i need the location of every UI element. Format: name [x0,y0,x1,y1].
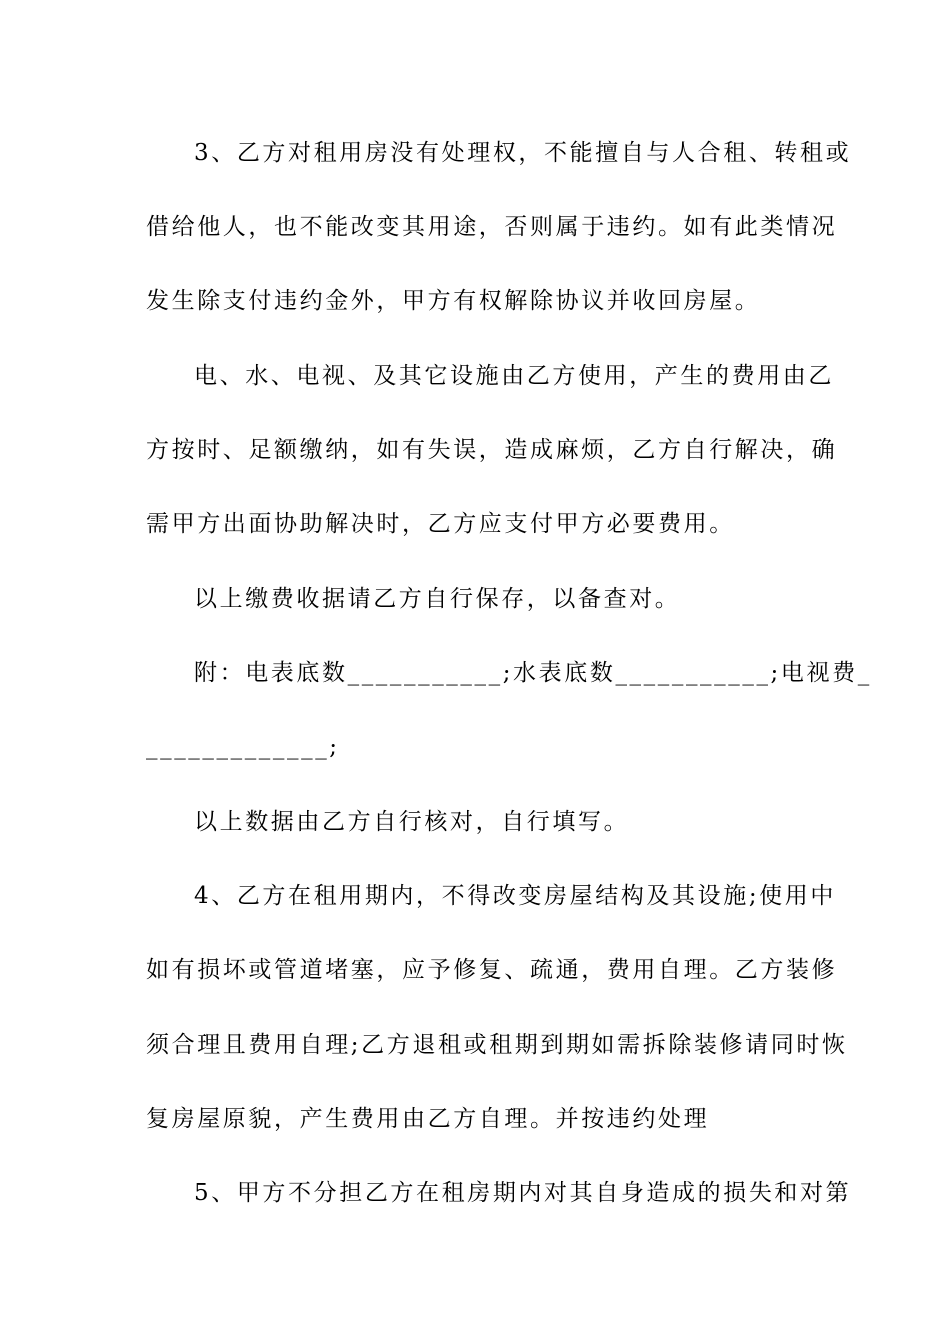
clause-4-line-1: 4、乙方在租用期内，不得改变房屋结构及其设施;使用中 [194,883,836,909]
clause-3-line-1: 3、乙方对租用房没有处理权，不能擅自与人合租、转租或 [194,140,852,166]
utilities-line-1: 电、水、电视、及其它设施由乙方使用，产生的费用由乙 [194,363,834,389]
clause-4-line-4: 复房屋原貌，产生费用由乙方自理。并按违约处理 [146,1106,710,1132]
clause-4-line-2: 如有损坏或管道堵塞，应予修复、疏通，费用自理。乙方装修 [146,957,838,983]
clause-3-line-3: 发生除支付违约金外，甲方有权解除协议并收回房屋。 [146,288,761,314]
meter-readings-line-2: _____________; [146,734,340,760]
utilities-line-3: 需甲方出面协助解决时，乙方应支付甲方必要费用。 [146,511,735,537]
meter-readings-line-1: 附：电表底数___________;水表底数___________;电视费_ [194,660,872,686]
clause-3-line-2: 借给他人，也不能改变其用途，否则属于违约。如有此类情况 [146,214,838,240]
utilities-line-2: 方按时、足额缴纳，如有失误，造成麻烦，乙方自行解决，确 [146,437,838,463]
data-check-line: 以上数据由乙方自行核对，自行填写。 [194,809,630,835]
clause-5-line-1: 5、甲方不分担乙方在租房期内对其自身造成的损失和对第 [194,1180,852,1206]
clause-4-line-3: 须合理且费用自理;乙方退租或租期到期如需拆除装修请同时恢 [146,1032,848,1058]
receipts-line: 以上缴费收据请乙方自行保存，以备查对。 [194,586,681,612]
